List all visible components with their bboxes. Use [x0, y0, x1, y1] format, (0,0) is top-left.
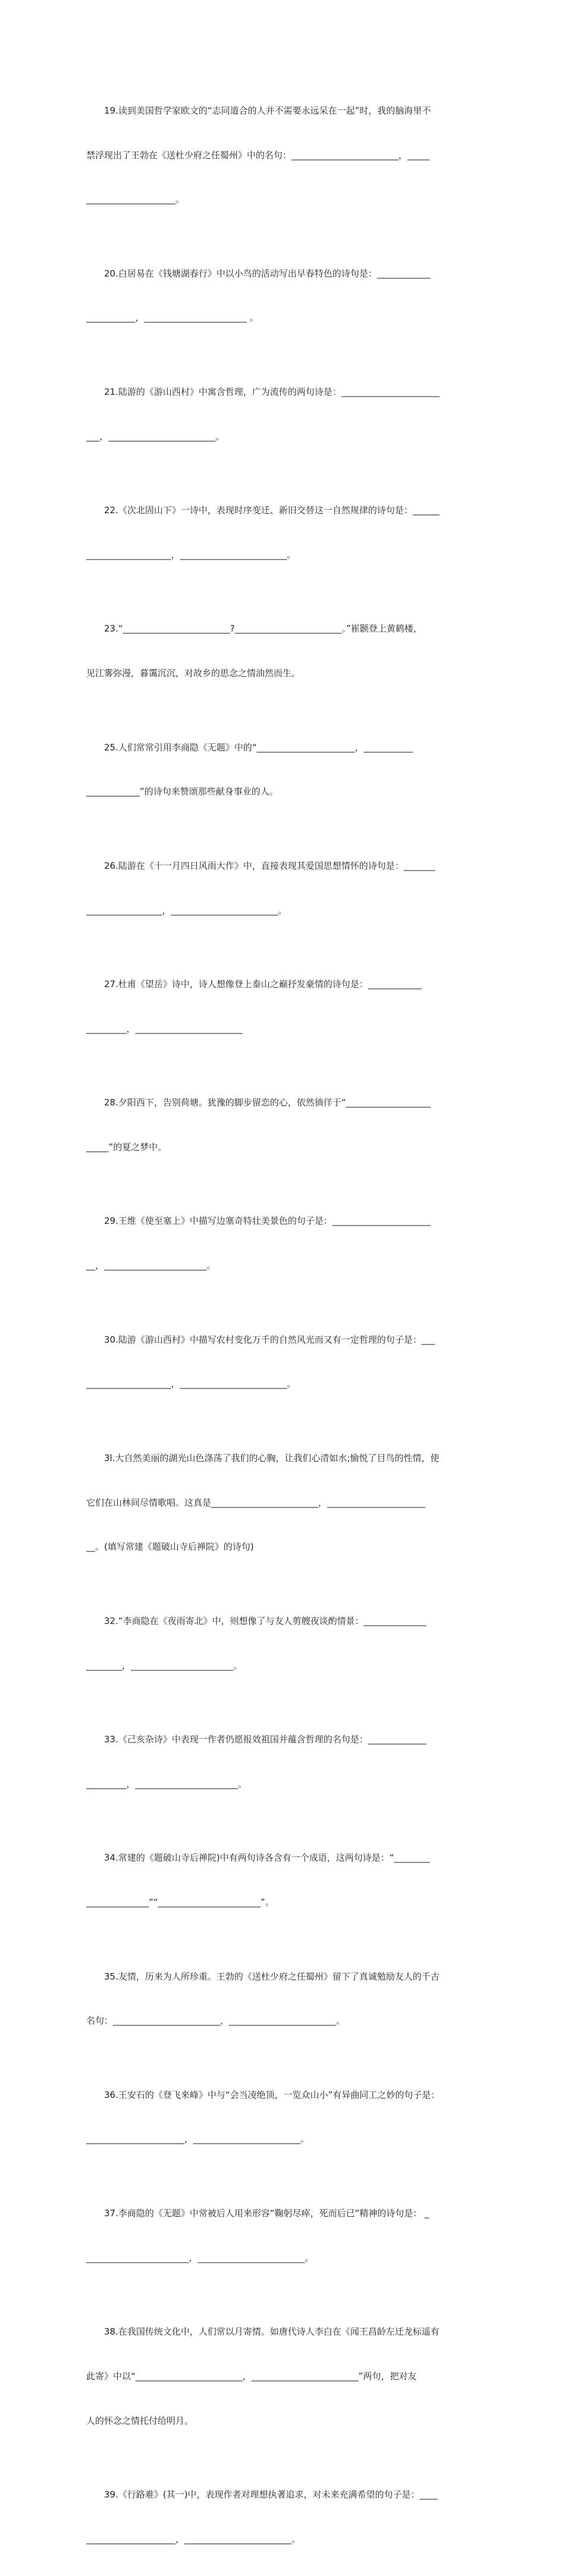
question-38-line-3: 人的怀念之情托付给明月。 — [86, 2415, 194, 2426]
question-34-line-2: ______________”“_______________________”。 — [86, 1896, 274, 1908]
question-26 — [86, 829, 482, 947]
question-34 — [86, 1821, 482, 1939]
question-31-line-3: __。(填写常建《题破山寺后禅院》的诗句) — [86, 1541, 254, 1553]
worksheet — [86, 74, 482, 2576]
question-38 — [86, 2295, 482, 2458]
question-23 — [86, 592, 482, 711]
question-21-line-1: 21.陆游的《游山西村》中寓含哲理，广为流传的两句诗是：______________________ — [104, 386, 440, 397]
question-32-line-2: ________，_______________________。 — [86, 1660, 243, 1671]
question-30-line-1: 30.陆游《游山西村》中描写农村变化万千的自然风光而又有一定哲理的句子是：___ — [104, 1334, 435, 1345]
question-34-line-1: 34.常建的《题破山寺后禅院)中有两句诗各含有一个成语，这两句诗是：“________ — [104, 1852, 430, 1864]
question-23-line-1: 23.“________________________?________________________。”崔颢登上黄鹤楼， — [104, 623, 422, 634]
question-27-line-1: 27.杜甫《望岳》诗中，诗人想像登上泰山之巅抒发豪情的诗句是：____________ — [104, 979, 422, 990]
question-26-line-2: _________________，________________________。 — [86, 904, 287, 916]
question-33-line-2: _________，_______________________。 — [86, 1778, 247, 1789]
question-28-line-2: _____”的夏之梦中。 — [86, 1141, 167, 1152]
question-37-line-1: 37.李商隐的《无题》中常被后人用来形容“鞠躬尽瘁，死而后已”精神的诗句是： _ — [104, 2207, 429, 2219]
question-19 — [86, 74, 482, 237]
question-36-line-1: 36.王安石的《登飞来峰》中与“会当凌绝顶，一览众山小”有异曲同工之妙的句子是： — [104, 2089, 440, 2100]
question-29 — [86, 1185, 482, 1303]
question-31-line-1: 3l.大自然美丽的湖光山色涤荡了我们的心胸，让我们心清如水;愉悦了目鸟的性情，使 — [104, 1452, 440, 1463]
question-30-line-2: ___________________，________________________。 — [86, 1378, 296, 1390]
question-25 — [86, 711, 482, 829]
question-33-line-1: 33.《己亥杂诗》中表现一作者仍愿报效祖国并蕴含哲理的名句是：_____________ — [104, 1734, 426, 1745]
question-39-line-2: ____________________，________________________。 — [86, 2533, 301, 2544]
question-19-line-1: 19.读到美国哲学家欧文的“志同道合的人并不需要永远呆在一起”时，我的脑海里不 — [104, 105, 431, 116]
question-32 — [86, 1584, 482, 1702]
question-19-line-2: 禁浮现出了王勃在《送杜少府之任蜀州》中的名句：________________________，_____ — [86, 149, 430, 161]
question-22-line-1: 22.《次北固山下》一诗中，表现时序变迁、新旧交替这一自然规律的诗句是：______ — [104, 505, 440, 516]
question-39 — [86, 2458, 482, 2576]
question-35-line-2: 名句：________________________，________________________。 — [86, 2015, 346, 2027]
question-30 — [86, 1303, 482, 1421]
question-29-line-2: __，_______________________。 — [86, 1260, 216, 1271]
question-36 — [86, 2058, 482, 2176]
question-27-line-2: _________，________________________ — [86, 1023, 243, 1034]
question-37-line-2: _______________________，________________________。 — [86, 2252, 314, 2263]
question-38-line-2: 此寄》中以“________________________，________________________”两句，把对友 — [86, 2370, 417, 2382]
question-22-line-2: ___________________，________________________。 — [86, 549, 296, 560]
question-31-line-2: 它们在山林间尽情歌唱。这真是________________________，______________________ — [86, 1497, 426, 1508]
question-33 — [86, 1702, 482, 1821]
question-22 — [86, 473, 482, 592]
question-32-line-1: 32.”李商隐在《夜雨寄北》中，则想像了与友人剪艘夜谈酌情景：______________ — [104, 1615, 426, 1626]
question-20-line-1: 20.白居易在《钱塘湖春行》中以小鸟的活动写出早春特色的诗句是：____________ — [104, 268, 431, 279]
question-28-line-1: 28.夕阳西下，告别荷塘。犹豫的脚步留恋的心，依然徜徉于“___________________ — [104, 1097, 431, 1108]
question-36-line-2: ______________________，________________________。 — [86, 2134, 310, 2145]
question-20 — [86, 237, 482, 355]
question-21-line-2: ___，________________________。 — [86, 431, 225, 442]
question-25-line-1: 25.人们常常引用李商隐《无题》中的“______________________，___________ — [104, 742, 413, 753]
question-21 — [86, 355, 482, 473]
question-25-line-2: ____________”的诗句来赞颂那些献身事业的人。 — [86, 786, 278, 797]
question-29-line-1: 29.王维《使至塞上》中描写边塞奇特壮美景色的句子是：______________________ — [104, 1215, 431, 1227]
question-31 — [86, 1421, 482, 1584]
question-23-line-2: 见江雾弥漫，暮霭沉沉，对故乡的思念之情油然而生。 — [86, 668, 301, 679]
question-38-line-1: 38.在我国传统文化中，人们常以月寄情。如唐代诗人李白在《闻王昌龄左迁龙标遥有 — [104, 2326, 440, 2338]
question-39-line-1: 39.《行路难》(其一)中，表现作者对理想执著追求，对未来充满希望的句子是：____ — [104, 2489, 438, 2500]
question-19-line-3: ____________________。 — [86, 194, 185, 205]
question-35-line-1: 35.友情，历来为人所珍重。王勃的《送杜少府之任蜀州》留下了真诚勉励友人的千古 — [104, 1971, 440, 1982]
question-26-line-1: 26.陆游在《十一月四日风雨大作》中，直接表现其爱国思想情怀的诗句是：_______ — [104, 860, 435, 871]
question-20-line-2: ___________，_______________________ 。 — [86, 312, 259, 323]
question-37 — [86, 2176, 482, 2295]
question-35 — [86, 1940, 482, 2058]
question-27 — [86, 947, 482, 1066]
question-28 — [86, 1066, 482, 1184]
